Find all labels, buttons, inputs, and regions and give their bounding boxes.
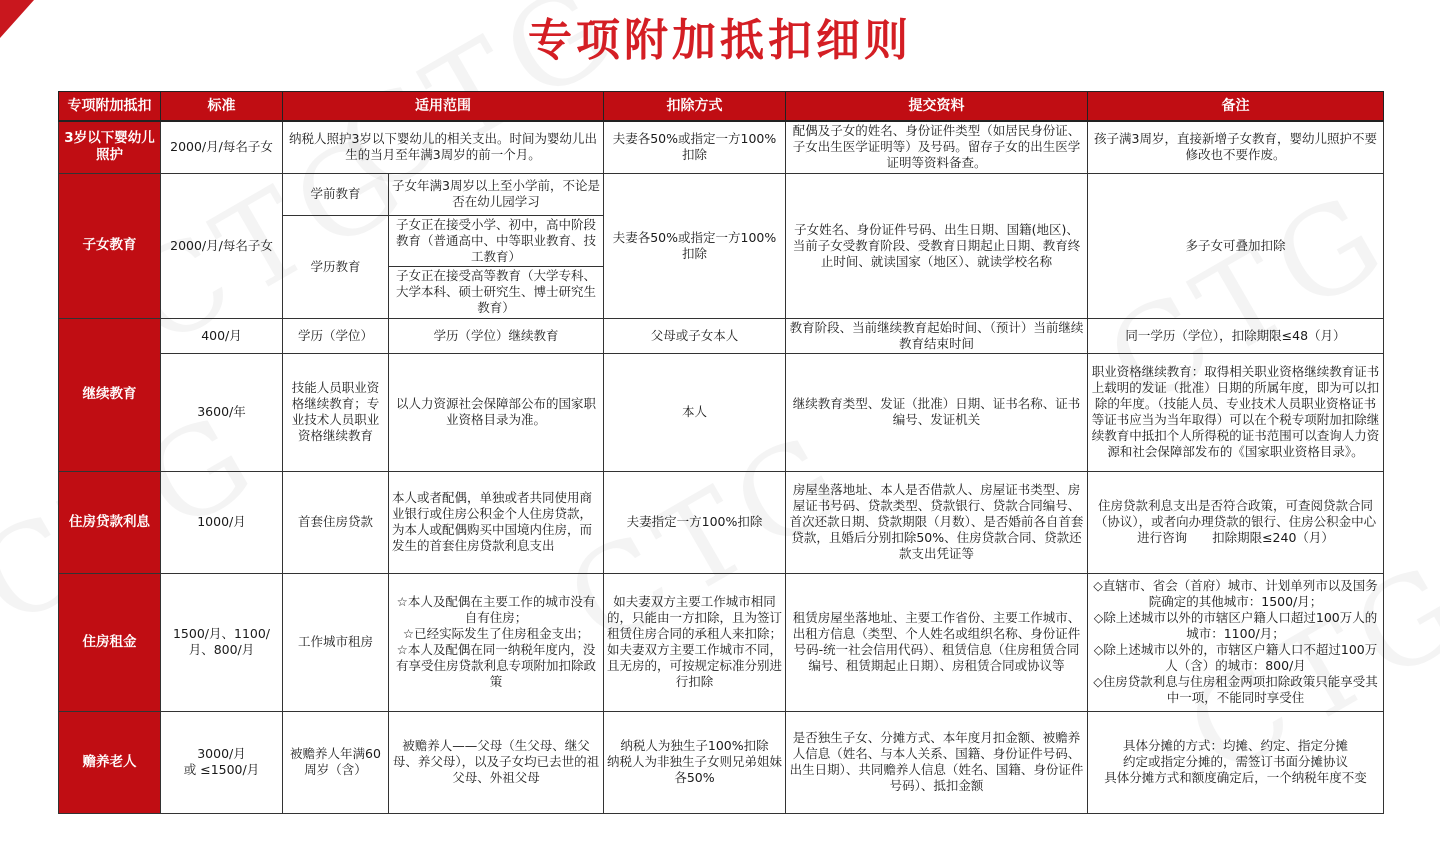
- method-cell: 夫妻各50%或指定一方100%扣除: [604, 121, 786, 173]
- materials-cell: 子女姓名、身份证件号码、出生日期、国籍(地区)、当前子女受教育阶段、受教育日期起止日期、教育终止时间、就读国家（地区）、就读学校名称: [786, 173, 1088, 318]
- method-cell: 本人: [604, 353, 786, 471]
- method-cell: 夫妻指定一方100%扣除: [604, 471, 786, 573]
- standard-cell: 2000/月/每名子女: [161, 173, 283, 318]
- standard-cell: 1000/月: [161, 471, 283, 573]
- type-cell: 首套住房贷款: [283, 471, 389, 573]
- col-header-category: 专项附加抵扣: [59, 92, 161, 122]
- header-row: [59, 92, 1384, 122]
- type-cell: 学前教育: [283, 173, 389, 215]
- type-cell: 学历教育: [283, 215, 389, 318]
- category-cell: 3岁以下婴幼儿照护: [59, 121, 161, 173]
- standard-cell: 3600/年: [161, 353, 283, 471]
- table-row: [59, 173, 1384, 215]
- category-cell: 继续教育: [59, 318, 161, 471]
- table-row: [59, 573, 1384, 711]
- method-cell: [604, 711, 786, 813]
- note-line: ◇住房贷款利息与住房租金两项扣除政策只能享受其中一项，不能同时享受住: [1093, 674, 1378, 705]
- materials-cell: 继续教育类型、发证（批准）日期、证书名称、证书编号、发证机关: [786, 353, 1088, 471]
- note-line: ◇直辖市、省会（首府）城市、计划单列市以及国务院确定的其他城市：1500/月；: [1093, 578, 1378, 609]
- table-row: [59, 471, 1384, 573]
- note-cell: 多子女可叠加扣除: [1088, 173, 1384, 318]
- note-line: 具体分摊的方式：均摊、约定、指定分摊: [1122, 738, 1348, 753]
- method-line: 如夫妻双方主要工作城市相同的，只能由一方扣除，且为签订租赁住房合同的承租人来扣除；: [607, 594, 783, 641]
- scope-cell: [389, 573, 604, 711]
- method-cell: [604, 573, 786, 711]
- note-cell: 孩子满3周岁，直接新增子女教育，婴幼儿照护不要修改也不要作废。: [1088, 121, 1384, 173]
- type-cell: 被赡养人年满60周岁（含）: [283, 711, 389, 813]
- type-cell: 学历（学位）: [283, 318, 389, 353]
- method-line: 纳税人为独生子100%扣除: [620, 738, 769, 753]
- note-line: 约定或指定分摊的，需签订书面分摊协议: [1122, 754, 1348, 769]
- page-title: 专项附加抵扣细则: [528, 15, 912, 66]
- note-cell: 住房贷款利息支出是否符合政策，可查阅贷款合同（协议），或者向办理贷款的银行、住房公积金中心进行咨询 扣除期限≤240（月）: [1088, 471, 1384, 573]
- materials-cell: 租赁房屋坐落地址、主要工作省份、主要工作城市、出租方信息（类型、个人姓名或组织名称、身份证件号码-统一社会信用代码）、租赁信息（住房租赁合同编号、租赁期起止日期）、房租赁合同或协议等: [786, 573, 1088, 711]
- method-line: 纳税人为非独生子女则兄弟姐妹各50%: [607, 754, 783, 785]
- standard-cell: 400/月: [161, 318, 283, 353]
- note-cell: 同一学历（学位），扣除期限≤48（月）: [1088, 318, 1384, 353]
- materials-cell: 是否独生子女、分摊方式、本年度月扣金额、被赡养人信息（姓名、与本人关系、国籍、身份证件号码、出生日期）、共同赡养人信息（姓名、国籍、身份证件号码）、抵扣金额: [786, 711, 1088, 813]
- scope-cell: 子女正在接受高等教育（大学专科、大学本科、硕士研究生、博士研究生教育）: [389, 266, 604, 318]
- scope-cell: 以人力资源社会保障部公布的国家职业资格目录为准。: [389, 353, 604, 471]
- deduction-table: [58, 91, 1384, 814]
- category-cell: 住房贷款利息: [59, 471, 161, 573]
- category-cell: 子女教育: [59, 173, 161, 318]
- note-cell: 职业资格继续教育：取得相关职业资格继续教育证书上载明的发证（批准）日期的所属年度，即为可以扣除的年度。（技能人员、专业技术人员职业资格证书等证书应当为当年取得）可以在个税专项附加扣除继续教育中抵扣个人所得税的证书范围可以查询人力资源和社会保障部发布的《国家职业资格目录》。: [1088, 353, 1384, 471]
- table-row: [59, 121, 1384, 173]
- scope-cell: 子女年满3周岁以上至小学前，不论是否在幼儿园学习: [389, 173, 604, 215]
- standard-line: 或 ≤1500/月: [183, 762, 260, 777]
- materials-cell: 教育阶段、当前继续教育起始时间、（预计）当前继续教育结束时间: [786, 318, 1088, 353]
- method-line: 如夫妻双方主要工作城市不同，且无房的，可按规定标准分别进行扣除: [607, 642, 783, 689]
- col-header-scope: 适用范围: [283, 92, 604, 122]
- scope-line: ☆本人及配偶在主要工作的城市没有自有住房；: [396, 594, 596, 625]
- table-row: [59, 711, 1384, 813]
- note-cell: [1088, 711, 1384, 813]
- col-header-note: 备注: [1088, 92, 1384, 122]
- category-cell: 赡养老人: [59, 711, 161, 813]
- col-header-method: 扣除方式: [604, 92, 786, 122]
- table-row: [59, 318, 1384, 353]
- scope-line: ☆已经实际发生了住房租金支出；: [402, 626, 590, 641]
- scope-cell: 本人或者配偶，单独或者共同使用商业银行或住房公积金个人住房贷款，为本人或配偶购买中国境内住房，而发生的首套住房贷款利息支出: [389, 471, 604, 573]
- type-cell: 技能人员职业资格继续教育；专业技术人员职业资格继续教育: [283, 353, 389, 471]
- standard-cell: 2000/月/每名子女: [161, 121, 283, 173]
- table-row: [59, 353, 1384, 471]
- standard-line: 3000/月: [197, 746, 246, 761]
- note-cell: [1088, 573, 1384, 711]
- scope-cell: 被赡养人——父母（生父母、继父母、养父母），以及子女均已去世的祖父母、外祖父母: [389, 711, 604, 813]
- scope-cell: 学历（学位）继续教育: [389, 318, 604, 353]
- method-cell: 夫妻各50%或指定一方100%扣除: [604, 173, 786, 318]
- col-header-standard: 标准: [161, 92, 283, 122]
- note-line: ◇除上述城市以外的市辖区户籍人口超过100万人的城市：1100/月；: [1093, 610, 1378, 641]
- category-cell: 住房租金: [59, 573, 161, 711]
- note-line: ◇除上述城市以外的，市辖区户籍人口不超过100万人（含）的城市：800/月: [1093, 642, 1378, 673]
- type-cell: 工作城市租房: [283, 573, 389, 711]
- standard-cell: 1500/月、1100/月、800/月: [161, 573, 283, 711]
- materials-cell: 房屋坐落地址、本人是否借款人、房屋证书类型、房屋证书号码、贷款类型、贷款银行、贷款合同编号、首次还款日期、贷款期限（月数）、是否婚前各自首套贷款，且婚后分别扣除50%、住房贷款合同、贷款还款支出凭证等: [786, 471, 1088, 573]
- materials-cell: 配偶及子女的姓名、身份证件类型（如居民身份证、子女出生医学证明等）及号码。留存子女的出生医学证明等资料备查。: [786, 121, 1088, 173]
- scope-cell: 子女正在接受小学、初中，高中阶段教育（普通高中、中等职业教育、技工教育）: [389, 215, 604, 266]
- scope-line: ☆本人及配偶在同一纳税年度内，没有享受住房贷款利息专项附加扣除政策: [395, 642, 596, 689]
- note-line: 具体分摊方式和额度确定后，一个纳税年度不变: [1104, 770, 1367, 785]
- col-header-materials: 提交资料: [786, 92, 1088, 122]
- method-cell: 父母或子女本人: [604, 318, 786, 353]
- standard-cell: [161, 711, 283, 813]
- scope-cell: 纳税人照护3岁以下婴幼儿的相关支出。时间为婴幼儿出生的当月至年满3周岁的前一个月。: [283, 121, 604, 173]
